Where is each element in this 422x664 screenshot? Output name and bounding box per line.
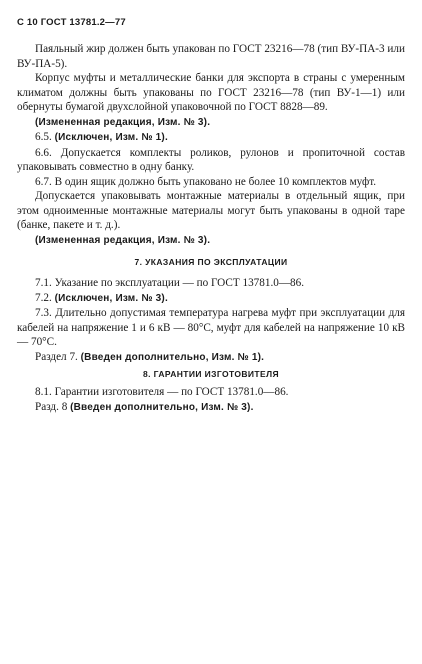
paragraph-6-5 — [17, 130, 405, 146]
section-reference: Разд. 8 — [35, 400, 68, 413]
paragraph-7-3: 7.3. Длительно допустимая температура нагрева муфт при эксплуатации для кабелей на напряжение 1 и 6 кВ — 80°С, муфт для кабелей на напряжение 10 кВ — 70°С. — [17, 307, 405, 348]
paragraph-6-7: 6.7. В один ящик должно быть упаковано не более 10 комплектов муфт. — [35, 175, 377, 188]
paragraph-7-2 — [17, 291, 405, 307]
amendment-note: (Исключен, Изм. № 3). — [54, 292, 168, 304]
amendment-note: (Введен дополнительно, Изм. № 1). — [80, 351, 265, 363]
amendment-note: (Исключен, Изм. № 1). — [54, 132, 168, 143]
paragraph-solder-fat: Паяльный жир должен быть упакован по ГОСТ 23216—78 (тип ВУ-ПА-3 или ВУ-ПА-5). — [17, 43, 405, 70]
paragraph-amendment-note — [17, 233, 405, 249]
paragraph-amendment-note — [17, 115, 405, 131]
clause-number: 6.5. — [35, 131, 52, 143]
paragraph-section-8-note — [17, 400, 405, 416]
packing-block — [17, 42, 405, 248]
paragraph-separate-box: Допускается упаковывать монтажные материалы в отдельный ящик, при этом одноименные монтажные материалы могут быть упакованы в одной таре (банке, пакете и т. д.). — [17, 190, 405, 231]
section-7-heading: 7. УКАЗАНИЯ ПО ЭКСПЛУАТАЦИИ — [134, 257, 288, 267]
section-7-body — [17, 276, 405, 365]
section-8-body — [17, 385, 405, 415]
clause-number: 7.2. — [35, 291, 52, 304]
paragraph-export-packing: Корпус муфты и металлические банки для экспорта в страны с умеренным климатом должны быть упакованы по ГОСТ 23216—78 (тип ВУ-1—1) или обернуты бумагой двухслойной упаковочной по ГОСТ 8828—89. — [17, 72, 405, 113]
section-reference: Раздел 7. — [35, 350, 78, 363]
paragraph-6-6: 6.6. Допускается комплекты роликов, рулонов и пропиточной состав упаковывать совместно в одну банку. — [17, 146, 405, 173]
section-8-heading: 8. ГАРАНТИИ ИЗГОТОВИТЕЛЯ — [143, 369, 279, 379]
paragraph-7-1: 7.1. Указание по эксплуатации — по ГОСТ 13781.0—86. — [35, 277, 305, 289]
running-head: С 10 ГОСТ 13781.2—77 — [17, 17, 126, 28]
amendment-note: (Измененная редакция, Изм. № 3). — [35, 234, 211, 246]
amendment-note: (Измененная редакция, Изм. № 3). — [35, 116, 211, 128]
paragraph-8-1: 8.1. Гарантии изготовителя — по ГОСТ 13781.0—86. — [35, 386, 289, 398]
amendment-note: (Введен дополнительно, Изм. № 3). — [70, 401, 254, 413]
paragraph-section-7-note — [17, 350, 405, 366]
